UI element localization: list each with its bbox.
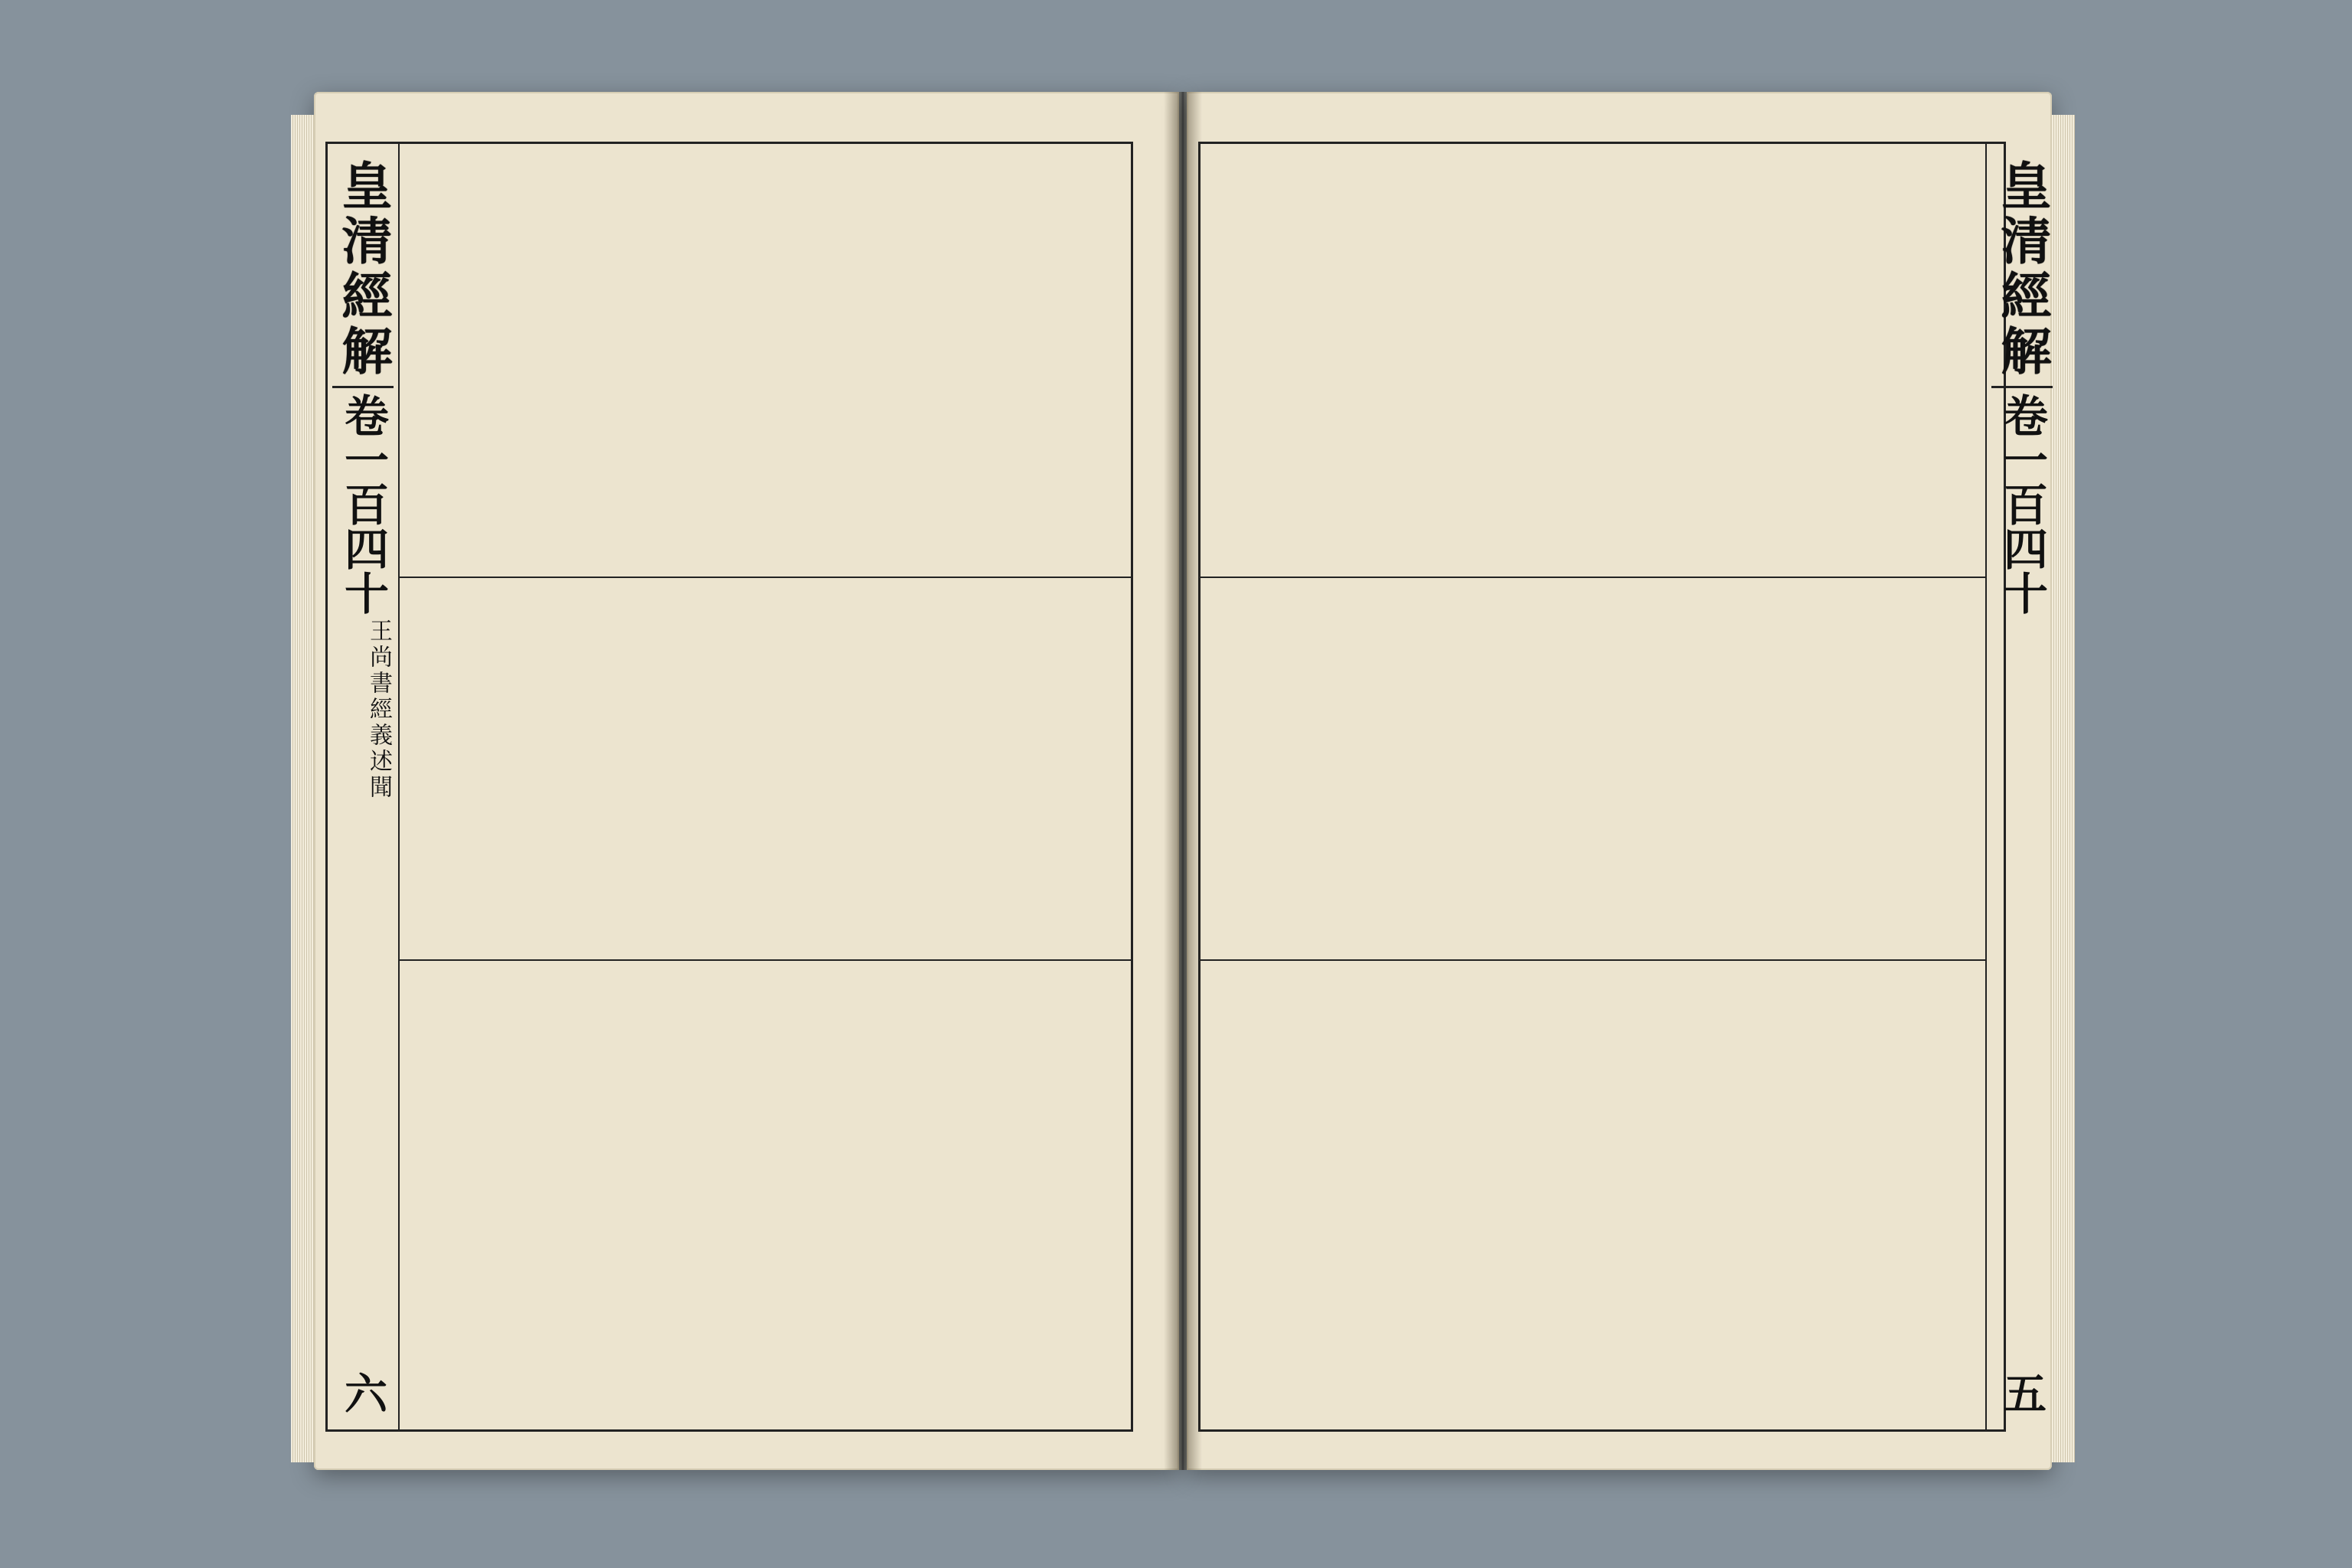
open-book bbox=[314, 92, 2052, 1470]
text-register-top bbox=[1200, 144, 1987, 578]
fishtail-mark bbox=[332, 386, 394, 388]
right-banner-column bbox=[1985, 144, 2057, 1429]
left-page-frame bbox=[325, 142, 1133, 1432]
text-register-bottom bbox=[398, 959, 1131, 1430]
text-columns bbox=[1205, 581, 1982, 955]
text-columns bbox=[403, 964, 1126, 1426]
author-line: 王尚書經義述聞 bbox=[365, 619, 392, 801]
page-edge-stack bbox=[291, 115, 314, 1462]
text-columns bbox=[1205, 964, 1982, 1426]
left-banner-column bbox=[328, 144, 400, 1429]
book-title: 皇清經解 bbox=[1992, 159, 2052, 380]
page-number: 六 bbox=[338, 1371, 388, 1414]
text-columns bbox=[403, 581, 1126, 955]
volume-label: 卷一百四十 bbox=[1996, 393, 2048, 615]
book-title: 皇清經解 bbox=[333, 159, 393, 380]
text-register-middle bbox=[1200, 577, 1987, 961]
text-register-middle bbox=[398, 577, 1131, 961]
page-number: 五 bbox=[1997, 1371, 2047, 1414]
text-register-top bbox=[398, 144, 1131, 578]
right-page bbox=[1187, 92, 2052, 1470]
text-columns bbox=[1205, 149, 1982, 572]
fishtail-mark bbox=[1991, 386, 2053, 388]
book-gutter bbox=[1164, 92, 1202, 1470]
text-register-bottom bbox=[1200, 959, 1987, 1430]
text-columns bbox=[403, 149, 1126, 572]
left-page bbox=[314, 92, 1179, 1470]
volume-label: 卷一百四十 bbox=[337, 393, 389, 615]
right-page-frame bbox=[1198, 142, 2052, 1432]
